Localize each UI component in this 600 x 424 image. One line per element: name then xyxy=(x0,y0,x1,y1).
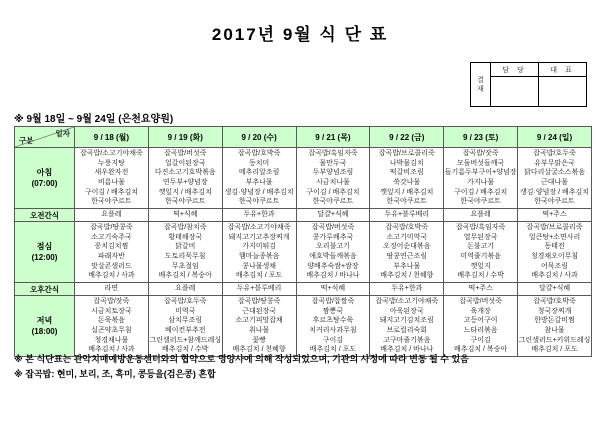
menu-cell xyxy=(444,296,518,357)
menu-item: 누룽지탕 xyxy=(97,159,125,167)
menu-item: 애호박들깨볶음 xyxy=(309,253,357,260)
menu-item: 돈육볶음 xyxy=(97,317,125,325)
menu-cell xyxy=(518,222,592,283)
menu-item: 연두부+양념장 xyxy=(162,179,208,186)
menu-item: 잡곡밥/호박죽 xyxy=(385,224,429,232)
date-header: 9 / 18 (월) xyxy=(75,127,149,148)
meal-label: 아침 (07:00) xyxy=(15,148,75,209)
menu-item: 짬뽕국 xyxy=(322,307,344,315)
menu-item: 달걀+식혜 xyxy=(538,285,571,293)
menu-item: 참나물 xyxy=(544,327,565,334)
menu-item: 고등어구이 xyxy=(463,317,498,325)
menu-item: 아욱된장국 xyxy=(389,307,424,315)
menu-item: 잡곡밥/소고기야채죽 xyxy=(227,224,291,232)
menu-item: 구이김 / 배추김치 xyxy=(84,188,138,196)
menu-item: 떡+식혜 xyxy=(320,285,346,293)
menu-cell xyxy=(296,296,370,357)
menu-item: 한국야쿠르트 xyxy=(534,198,575,206)
menu-item: 구이김 xyxy=(322,336,344,344)
menu-item: 잡곡밥/호박죽 xyxy=(237,150,281,158)
menu-item: 구이김 / 배추김치 xyxy=(454,188,508,196)
menu-item: 무초절임 xyxy=(171,262,199,270)
menu-cell xyxy=(148,222,222,283)
menu-item: 배추김치 / 천혜향 xyxy=(380,272,434,280)
menu-item: 배추김치 / 수박 xyxy=(457,272,504,280)
menu-item: 삼치무조림 xyxy=(168,317,203,325)
menu-item: 얼갈이된장국 xyxy=(164,159,206,167)
menu-item: 브로컬리숙회 xyxy=(386,327,428,334)
menu-cell xyxy=(296,283,370,296)
menu-item: 동태전 xyxy=(544,243,565,251)
menu-item: 잡곡밥/잣죽 xyxy=(93,298,130,306)
menu-item: 두유+한과 xyxy=(243,211,275,219)
date-header: 9 / 20 (수) xyxy=(222,127,296,148)
menu-cell xyxy=(444,209,518,222)
menu-item: 잡곡밥/찹쌀죽 xyxy=(311,298,355,306)
menu-item: 시금치나물 xyxy=(316,179,350,186)
footnote-source: ※ 본 식단표는 관악치매예방운동센터와의 협약으로 영양사에 의해 작성되었으며, 기관의 사정에 따라 변동 될 수 있음 xyxy=(14,354,469,364)
menu-item: 부추나물 xyxy=(393,262,421,270)
meal-label: 저녁 (18:00) xyxy=(15,296,75,357)
menu-item: 배추김치 / 바나나 xyxy=(380,346,434,354)
menu-row xyxy=(15,296,592,357)
menu-item: 소고기피망잡채 xyxy=(235,317,283,325)
menu-item: 비름나물 xyxy=(97,179,125,186)
approval-col-damdang: 담 당 xyxy=(491,63,539,77)
menu-cell xyxy=(370,148,444,209)
menu-item: 열무된장국 xyxy=(463,233,498,241)
menu-item: 생김·양념장 / 배추김치 xyxy=(224,188,294,196)
menu-item: 배추김치 / 사과 xyxy=(531,272,578,280)
menu-item: 두유+블루베리 xyxy=(236,285,282,293)
date-header: 9 / 22 (금) xyxy=(370,127,444,148)
menu-item: 배추김치 / 사과 xyxy=(88,346,135,354)
menu-item: 느타리볶음 xyxy=(463,327,498,334)
footnote-grain: ※ 잡곡밥: 현미, 보리, 조, 흑미, 콩등을(검은콩) 혼합 xyxy=(14,369,216,379)
corner-cell xyxy=(15,127,75,148)
menu-cell xyxy=(75,283,149,296)
menu-cell xyxy=(148,283,222,296)
menu-item: 한국야쿠르트 xyxy=(91,198,132,206)
menu-cell xyxy=(222,296,296,357)
menu-item: 떡+식혜 xyxy=(173,211,198,219)
menu-cell xyxy=(148,209,222,222)
menu-item: 잡곡밥/땅콩죽 xyxy=(90,224,133,232)
menu-table xyxy=(14,126,592,357)
menu-item: 배추김치 / 사과 xyxy=(88,272,135,280)
menu-item: 한국야쿠르트 xyxy=(460,198,501,206)
menu-item: 꽃빵 xyxy=(252,336,266,344)
menu-item: 떡갈비조림 xyxy=(389,169,424,177)
menu-item: 잡곡밥/호박죽 xyxy=(533,298,576,306)
corner-top-label: 일자 xyxy=(55,129,70,138)
menu-item: 청국장찌개 xyxy=(537,307,572,315)
menu-item: 잡곡밥/잣죽 xyxy=(462,150,499,158)
menu-cell xyxy=(444,283,518,296)
menu-cell xyxy=(518,148,592,209)
menu-item: 배추김치 / 수박 xyxy=(162,346,209,354)
menu-item: 배추김치 / 복숭아 xyxy=(454,346,508,354)
menu-item: 얼큰탕+소면사리 xyxy=(528,233,581,241)
menu-item: 유부무맑은국 xyxy=(534,159,575,167)
menu-item: 떡+주스 xyxy=(542,211,567,219)
menu-item: 다진소고기호박볶음 xyxy=(154,169,216,177)
menu-row xyxy=(15,283,592,296)
menu-cell xyxy=(296,222,370,283)
menu-item: 땅콩연근조림 xyxy=(386,253,428,260)
page-title: 2017년 9월 식 단 표 xyxy=(211,25,389,44)
menu-cell xyxy=(222,283,296,296)
approval-sign-cell xyxy=(491,77,539,107)
meal-label: 오전간식 xyxy=(15,209,75,222)
menu-cell xyxy=(518,209,592,222)
menu-item: 잡곡밥/땅콩죽 xyxy=(237,298,281,306)
menu-item: 구이김 / 배추김치 xyxy=(306,188,360,196)
menu-item: 가지나물 xyxy=(467,179,495,186)
menu-item: 배추김치 / 천혜향 xyxy=(232,346,286,354)
menu-item: 떡+주스 xyxy=(468,285,493,293)
approval-box xyxy=(470,62,587,107)
menu-item: 요플레 xyxy=(175,285,196,293)
menu-item: 잡곡밥/브로콜리죽 xyxy=(526,224,583,232)
menu-cell xyxy=(75,222,149,283)
corner-bottom-label: 구분 xyxy=(19,136,34,145)
menu-item: 시금치토장국 xyxy=(91,307,132,315)
menu-row xyxy=(15,222,592,283)
menu-item: 돈불고기 xyxy=(467,243,495,251)
menu-item: 잡곡밥/버섯죽 xyxy=(164,150,207,158)
menu-item: 소고기미역국 xyxy=(386,233,428,241)
menu-cell xyxy=(444,222,518,283)
menu-cell xyxy=(370,209,444,222)
menu-cell xyxy=(148,148,222,209)
menu-cell xyxy=(370,283,444,296)
menu-item: 근대된장국 xyxy=(242,307,277,315)
menu-item: 들기름두부구이+양념장 xyxy=(444,169,517,177)
menu-item: 잡곡밥/소고기야채죽 xyxy=(375,298,439,306)
menu-cell xyxy=(75,148,149,209)
menu-item: 달걀+식혜 xyxy=(317,211,349,219)
meal-label: 점심 (12:00) xyxy=(15,222,75,283)
menu-item: 한국야쿠르트 xyxy=(164,198,206,206)
menu-item: 요플레 xyxy=(101,211,122,219)
menu-item: 오리불고기 xyxy=(316,243,350,251)
menu-item: 소고기숙주국 xyxy=(91,233,132,241)
menu-item: 취나물 xyxy=(248,327,270,334)
menu-item: 잡곡밥/버섯죽 xyxy=(311,224,355,232)
menu-item: 쑥갓나물 xyxy=(393,179,421,186)
menu-item: 햄마늘종볶음 xyxy=(238,253,280,260)
menu-item: 배추김치 / 포도 xyxy=(235,272,283,280)
menu-item: 한국야쿠르트 xyxy=(238,198,280,206)
menu-row xyxy=(15,148,592,209)
menu-table-body xyxy=(15,148,592,357)
menu-cell xyxy=(222,222,296,283)
menu-cell xyxy=(75,209,149,222)
menu-item: 실곤약초무침 xyxy=(91,327,132,334)
approval-col-daepyo: 대 표 xyxy=(539,63,587,77)
menu-item: 꽁치김치찜 xyxy=(94,243,129,251)
menu-item: 잡곡밥/소고기야채죽 xyxy=(80,150,143,158)
menu-item: 나박물김치 xyxy=(389,159,424,167)
menu-item: 후르츠탕수육 xyxy=(312,317,354,325)
menu-item: 잡곡밥/흑임자죽 xyxy=(456,224,506,232)
menu-item: 구이김 xyxy=(470,336,491,344)
menu-item: 잡곡밥/참치죽 xyxy=(164,224,207,232)
menu-item: 새우완자전 xyxy=(94,169,129,177)
menu-item: 두부양념조림 xyxy=(312,169,354,177)
menu-item: 배추김치 / 복숭아 xyxy=(158,272,212,280)
menu-item: 깻잎지 / 배추김치 xyxy=(158,188,212,196)
footnotes xyxy=(14,352,469,382)
menu-item: 배추김치 / 포도 xyxy=(309,346,357,354)
menu-item: 부추나물 xyxy=(245,179,273,186)
corner-diagonal xyxy=(15,127,74,147)
menu-cell xyxy=(75,296,149,357)
menu-item: 도토리묵무침 xyxy=(164,253,206,260)
date-header: 9 / 19 (화) xyxy=(148,127,222,148)
menu-item: 한방돈갈비찜 xyxy=(534,317,575,325)
menu-item: 깻잎지 / 배추김치 xyxy=(380,188,434,196)
menu-item: 미역국 xyxy=(175,307,196,315)
menu-item: 잡곡밥/버섯죽 xyxy=(459,298,502,306)
menu-item: 한국야쿠르트 xyxy=(386,198,428,206)
menu-item: 고구마줄기볶음 xyxy=(383,336,431,344)
menu-item: 물만두국 xyxy=(319,159,347,167)
menu-item: 콩나물생채 xyxy=(242,262,277,270)
approval-sign-cell xyxy=(539,77,587,107)
date-header: 9 / 23 (토) xyxy=(444,127,518,148)
menu-item: 모둠버섯들깨국 xyxy=(456,159,505,167)
menu-item: 양배추숙쌈+쌈장 xyxy=(307,262,359,270)
menu-cell xyxy=(296,148,370,209)
menu-item: 근대나물 xyxy=(541,179,569,186)
menu-item: 청경채나물 xyxy=(94,336,129,344)
menu-item: 맛살콘샐러드 xyxy=(91,262,132,270)
menu-cell xyxy=(518,283,592,296)
menu-item: 깻잎지 xyxy=(470,262,491,270)
menu-item: 오징어순대볶음 xyxy=(383,243,431,251)
menu-item: 파래자반 xyxy=(97,253,125,260)
approval-label: 결재 xyxy=(471,63,491,107)
menu-item: 돼지고기고추장찌개 xyxy=(228,233,290,241)
menu-item: 두유+블루베리 xyxy=(384,211,430,219)
menu-cell xyxy=(444,148,518,209)
menu-item: 메추리알조림 xyxy=(238,169,280,177)
menu-item: 생김·양념장 / 배추김치 xyxy=(520,188,590,196)
menu-item: 잡곡밥/호두죽 xyxy=(533,150,576,158)
menu-item: 닭다리살굴소스볶음 xyxy=(524,169,585,177)
menu-item: 황태해장국 xyxy=(168,233,203,241)
menu-item: 미역줄기볶음 xyxy=(460,253,501,260)
menu-cell xyxy=(222,209,296,222)
menu-item: 베이컨부추전 xyxy=(164,327,206,334)
menu-cell xyxy=(370,222,444,283)
menu-item: 두유+한과 xyxy=(391,285,423,293)
menu-row xyxy=(15,209,592,222)
menu-item: 치커리사과무침 xyxy=(309,327,357,334)
date-header: 9 / 21 (목) xyxy=(296,127,370,148)
menu-item: 가지미튀김 xyxy=(242,243,277,251)
date-header-row xyxy=(15,127,592,148)
menu-item: 한국야쿠르트 xyxy=(312,198,354,206)
date-header: 9 / 24 (일) xyxy=(518,127,592,148)
meal-label: 오후간식 xyxy=(15,283,75,296)
menu-item: 배추김치 / 포도 xyxy=(531,346,578,354)
menu-item: 동치미 xyxy=(248,159,270,167)
menu-item: 그린샐러드+키위드레싱 xyxy=(518,336,591,344)
menu-item: 잡곡밥/호두죽 xyxy=(164,298,207,306)
menu-item: 잡곡밥/흑임자죽 xyxy=(308,150,358,158)
menu-item: 요플레 xyxy=(470,211,491,219)
menu-cell xyxy=(222,148,296,209)
menu-item: 라면 xyxy=(104,285,119,293)
menu-item: 어묵조림 xyxy=(541,262,569,270)
menu-cell xyxy=(370,296,444,357)
menu-cell xyxy=(296,209,370,222)
menu-item: 콩가루배추국 xyxy=(312,233,354,241)
menu-cell xyxy=(518,296,592,357)
menu-cell xyxy=(148,296,222,357)
menu-item: 육개장 xyxy=(470,307,491,315)
menu-item: 청경채오이무침 xyxy=(530,253,579,260)
menu-item: 배추김치 / 바나나 xyxy=(306,272,360,280)
menu-item: 닭갈비 xyxy=(175,243,196,251)
menu-item: 돼지고기김치조림 xyxy=(379,317,434,325)
menu-item: 그린샐러드+참깨드레싱 xyxy=(149,336,222,344)
menu-item: 잡곡밥/브로콜리죽 xyxy=(378,150,435,158)
week-range-label: ※ 9월 18일 ~ 9월 24일 (은천요양원) xyxy=(14,114,174,125)
